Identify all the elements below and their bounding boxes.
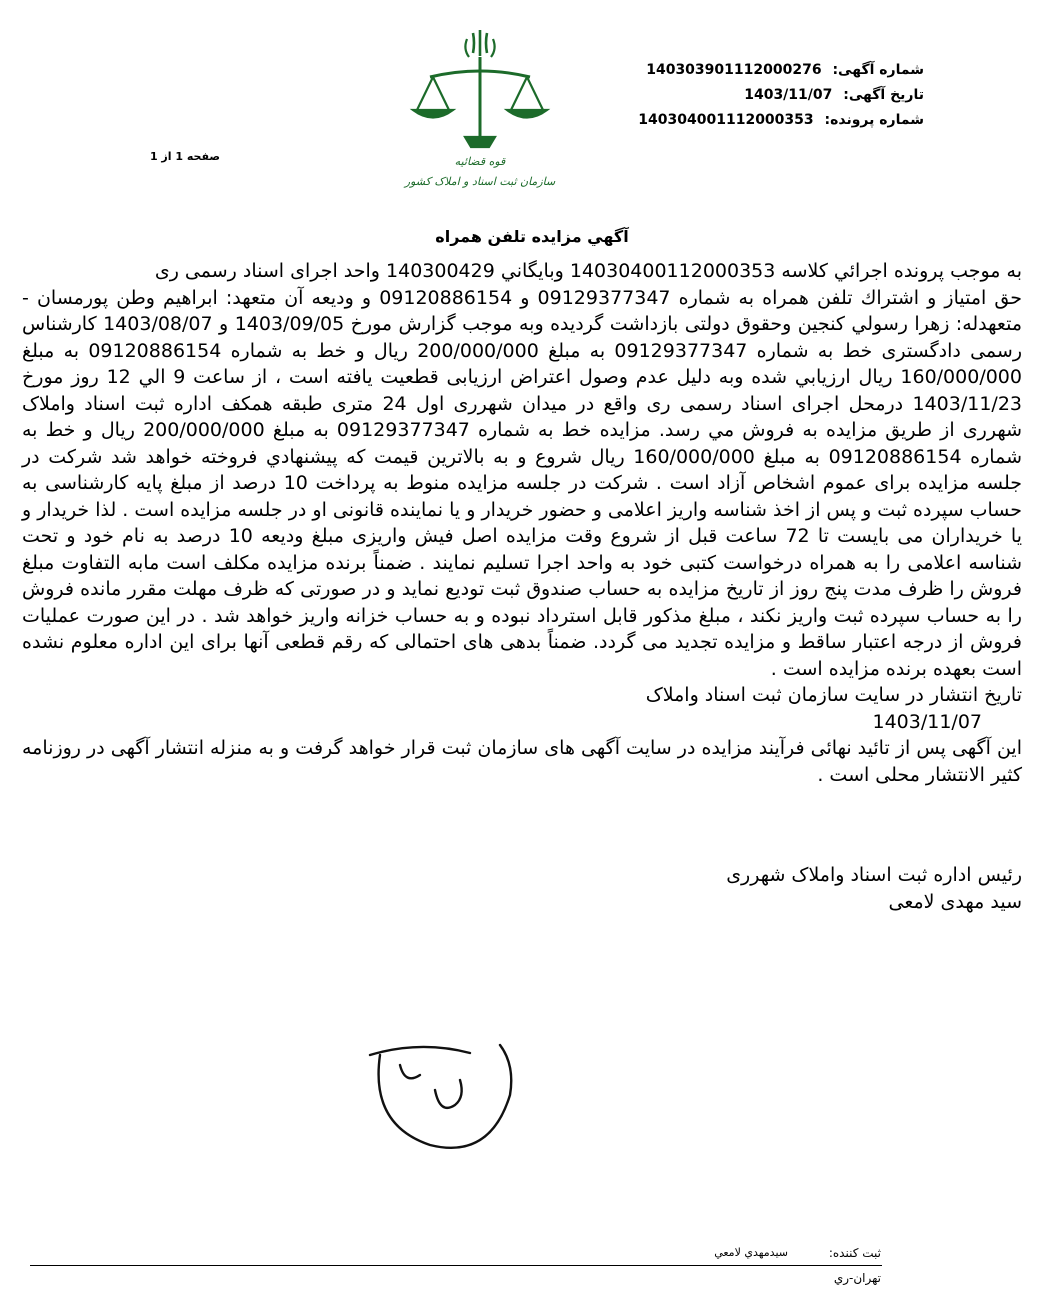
notice-number-row xyxy=(504,58,924,83)
publish-date: 1403/11/07 xyxy=(872,710,982,733)
paragraph-details: حق امتیاز و اشتراك تلفن همراه به شماره 09129377347 و 09120886154 و ودیعه آن متعهد: ابراهيم وطن پورمسان - متعهدله: زهرا رسولي كنجين وحقوق دولتی بازداشت گرديده وبه موجب گزارش مورخ 1403/09/05 و 1403/08/07 كارشناس رسمی دادگستری خط به شماره 09129377347 به مبلغ 200/000/000 ريال و خط به شماره 09120886154 به مبلغ 160/000/000 ريال ارزيابي شده وبه دليل عدم وصول اعتراض ارزيابی قطعيت يافته است ، از ساعت 9 الي 12 روز مورخ 1403/11/23 درمحل اجرای اسناد رسمی ری واقع در ميدان شهرری اول 24 متری طبقه همكف اداره ثبت اسناد واملاک شهرری از طريق مزايده به فروش مي رسد. مزايده خط به شماره 09129377347 به مبلغ 200/000/000 ريال و خط به شماره 09120886154 به مبلغ 160/000/000 ريال شروع و به بالاترين قيمت كه پيشنهادي فروخته خواهد شد شركت در جلسه مزايده برای عموم اشخاص آزاد است . شرکت در جلسه مزایده منوط به پرداخت 10 درصد از مبلغ پایه کارشناسی به حساب سپرده ثبت و پس از اخذ شناسه واریز اعلامی و حضور خریدار و یا نماینده قانونی او در جلسه مزایده است . لذا خریدار و یا خریداران می بایست تا 72 ساعت قبل از شروع وقت مزایده اصل فیش واریزی مبلغ ودیعه 10 درصد به نام خود و تحت شناسه اعلامی را به همراه درخواست کتبی خود به واحد اجرا تسلیم نمایند . ضمناً برنده مزایده مکلف است مابه التفاوت مبلغ فروش را ظرف مدت پنج روز از تاریخ مزایده به حساب صندوق ثبت توديع نمايد و در صورتی كه ظرف مهلت مقرر مانده فروش را به حساب سپرده ثبت واريز نكند ، مبلغ مذكور قابل استرداد نبوده و به حساب خزانه واريز خواهد شد . در اين صورت عمليات فروش از درجه اعتبار ساقط و مزايده تجديد می گردد. ضمناً بدهی های احتمالی كه رقم قطعی آنها برای اين اداره معلوم نشده است بعهده برنده مزايده است . xyxy=(22,286,1023,680)
footer-city: تهران-ري xyxy=(833,1271,881,1285)
paragraph-case: به موجب پرونده اجرائي كلاسه 14030400112000353 وبايگاني 140300429 واحد اجرای اسناد رسمی ری xyxy=(154,260,1022,282)
notice-date-row xyxy=(504,83,924,108)
notice-title: آگهي مزايده تلفن همراه xyxy=(435,227,629,246)
file-number-label: شماره پرونده: xyxy=(824,112,924,128)
signatory-name: سيد مهدی لامعی xyxy=(888,890,1022,913)
notice-body xyxy=(22,258,1022,788)
notice-number: 140303901112000276 xyxy=(646,62,822,78)
signatory-block xyxy=(422,862,1022,915)
publish-line xyxy=(22,682,1022,709)
notice-date: 1403/11/07 xyxy=(744,87,833,103)
registrar-label: ثبت كننده: xyxy=(828,1246,881,1260)
svg-text:سازمان ثبت اسناد و املاک کشور: سازمان ثبت اسناد و املاک کشور xyxy=(404,175,556,188)
publish-date-line xyxy=(22,709,1022,736)
footer-divider xyxy=(30,1265,882,1266)
svg-text:قوه قضائیه: قوه قضائیه xyxy=(454,155,506,168)
registrar-name: سيدمهدي لامعي xyxy=(714,1246,788,1259)
file-number-row xyxy=(504,108,924,133)
paragraph-publication: اين آگهی پس از تائيد نهائی فرآيند مزايده در سايت آگهی های سازمان ثبت قرار خواهد گرفت و به منزله انتشار آگهی در روزنامه كثير الانتشار محلی است . xyxy=(22,737,1022,786)
notice-number-label: شماره آگهی: xyxy=(832,62,924,78)
file-number: 140304001112000353 xyxy=(638,112,814,128)
page-number: صفحه 1 از 1 xyxy=(149,150,220,163)
notice-date-label: تاریخ آگهی: xyxy=(843,87,924,103)
notice-meta xyxy=(504,58,924,133)
publish-label: تاريخ انتشار در سايت سازمان ثبت اسناد واملاک xyxy=(645,684,1022,706)
signatory-position: رئيس اداره ثبت اسناد واملاک شهرری xyxy=(726,864,1022,886)
handwritten-signature xyxy=(340,1035,570,1165)
